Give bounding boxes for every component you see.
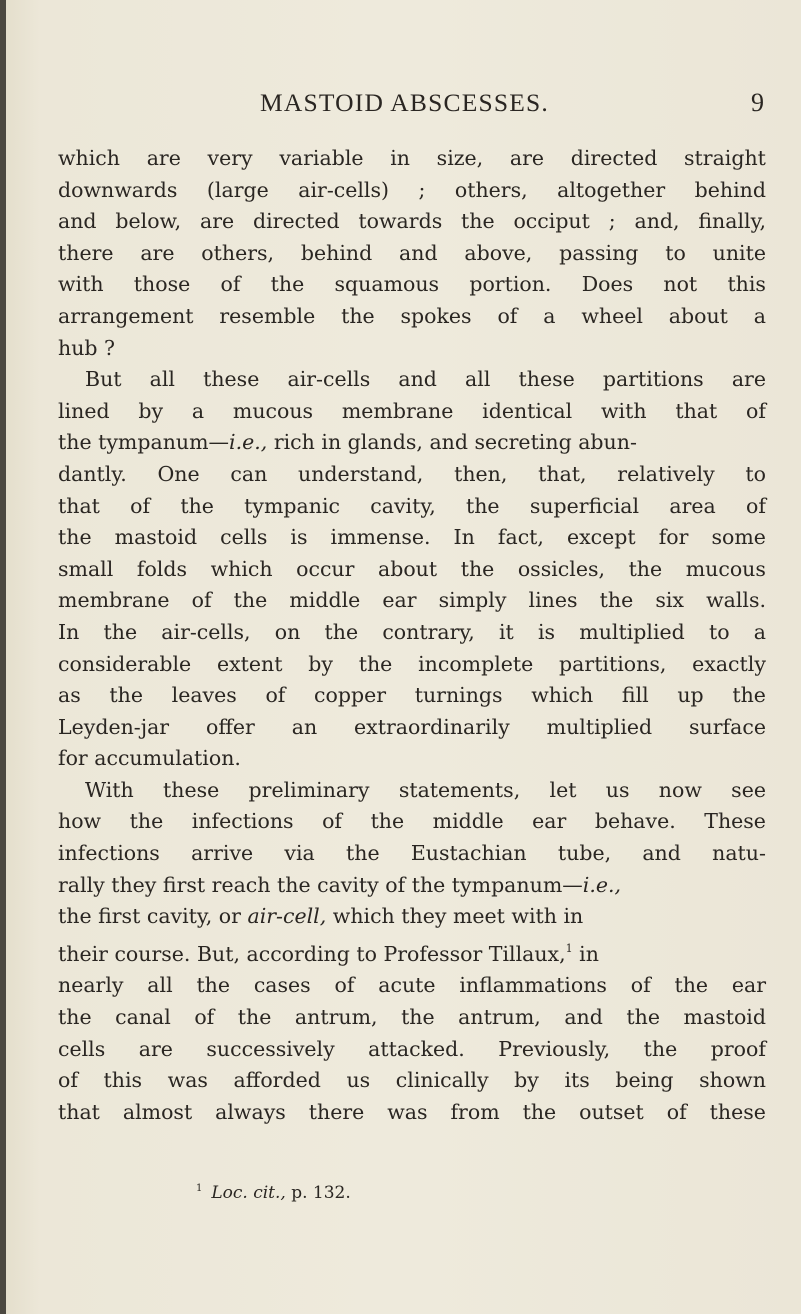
text-line: of this was afforded us clinically by its being shown — [58, 1068, 766, 1093]
text-line: lined by a mucous membrane identical with that of — [58, 398, 766, 423]
text-line: the mastoid cells is immense. In fact, except for some — [58, 525, 766, 550]
text-line: infections arrive via the Eustachian tube, and natu- — [58, 841, 766, 866]
paragraph-start: But all these air-cells and all these partitions are — [85, 367, 766, 392]
text-line: downwards (large air-cells) ; others, altogether behind — [58, 177, 766, 202]
paragraph-start: With these preliminary statements, let us now see — [85, 777, 766, 802]
text-line: In the air-cells, on the contrary, it is multiplied to a — [58, 619, 766, 644]
text-line: considerable extent by the incomplete partitions, exactly — [58, 651, 766, 676]
text-line: arrangement resemble the spokes of a wheel about a — [58, 303, 766, 328]
text-line: the first cavity, or air-cell, which they meet with in — [58, 904, 584, 929]
text-line: nearly all the cases of acute inflammations of the ear — [58, 973, 766, 998]
text-line: dantly. One can understand, then, that, relatively to — [58, 461, 766, 486]
text-line: that of the tympanic cavity, the superficial area of — [58, 493, 766, 518]
body-text — [58, 143, 766, 1128]
text-line: there are others, behind and above, passing to unite — [58, 240, 766, 265]
text-line: the tympanum—i.e., rich in glands, and secreting abun- — [58, 430, 637, 455]
italic-ie: i.e., — [229, 430, 268, 455]
text-line: as the leaves of copper turnings which fill up the — [58, 683, 766, 708]
text-line: for accumulation. — [58, 746, 241, 771]
italic-air-cell: air-cell, — [247, 904, 327, 929]
running-title: MASTOID ABSCESSES. — [260, 88, 549, 117]
page-header — [60, 88, 766, 128]
text-line: the canal of the antrum, the antrum, and the mastoid — [58, 1005, 766, 1030]
footnote-marker: 1 — [196, 1183, 203, 1194]
text-line: Leyden-jar offer an extraordinarily multiplied surface — [58, 714, 766, 739]
footnote-italic: Loc. cit., — [211, 1183, 286, 1203]
text-line: with those of the squamous portion. Does not this — [58, 272, 766, 297]
text-line: small folds which occur about the ossicles, the mucous — [58, 556, 766, 581]
text-line: cells are successively attacked. Previously, the proof — [58, 1036, 766, 1061]
page-number: 9 — [751, 88, 764, 117]
text-line: that almost always there was from the outset of these — [58, 1099, 766, 1124]
text-line: their course. But, according to Professor Tillaux,$^1$ in — [58, 941, 599, 966]
footnote-text: p. 132. — [291, 1183, 351, 1203]
text-line: membrane of the middle ear simply lines the six walls. — [58, 588, 766, 613]
footnote-reference: 1 — [565, 941, 573, 955]
text-line: rally they first reach the cavity of the tympanum—i.e., — [58, 872, 622, 897]
footnote — [196, 1183, 351, 1203]
page-binding-edge — [0, 0, 6, 1314]
text-line: how the infections of the middle ear behave. These — [58, 809, 766, 834]
text-line: which are very variable in size, are directed straight — [58, 146, 766, 170]
text-line: and below, are directed towards the occiput ; and, finally, — [58, 209, 766, 234]
italic-ie: i.e., — [582, 872, 622, 897]
text-line: hub ? — [58, 335, 116, 360]
